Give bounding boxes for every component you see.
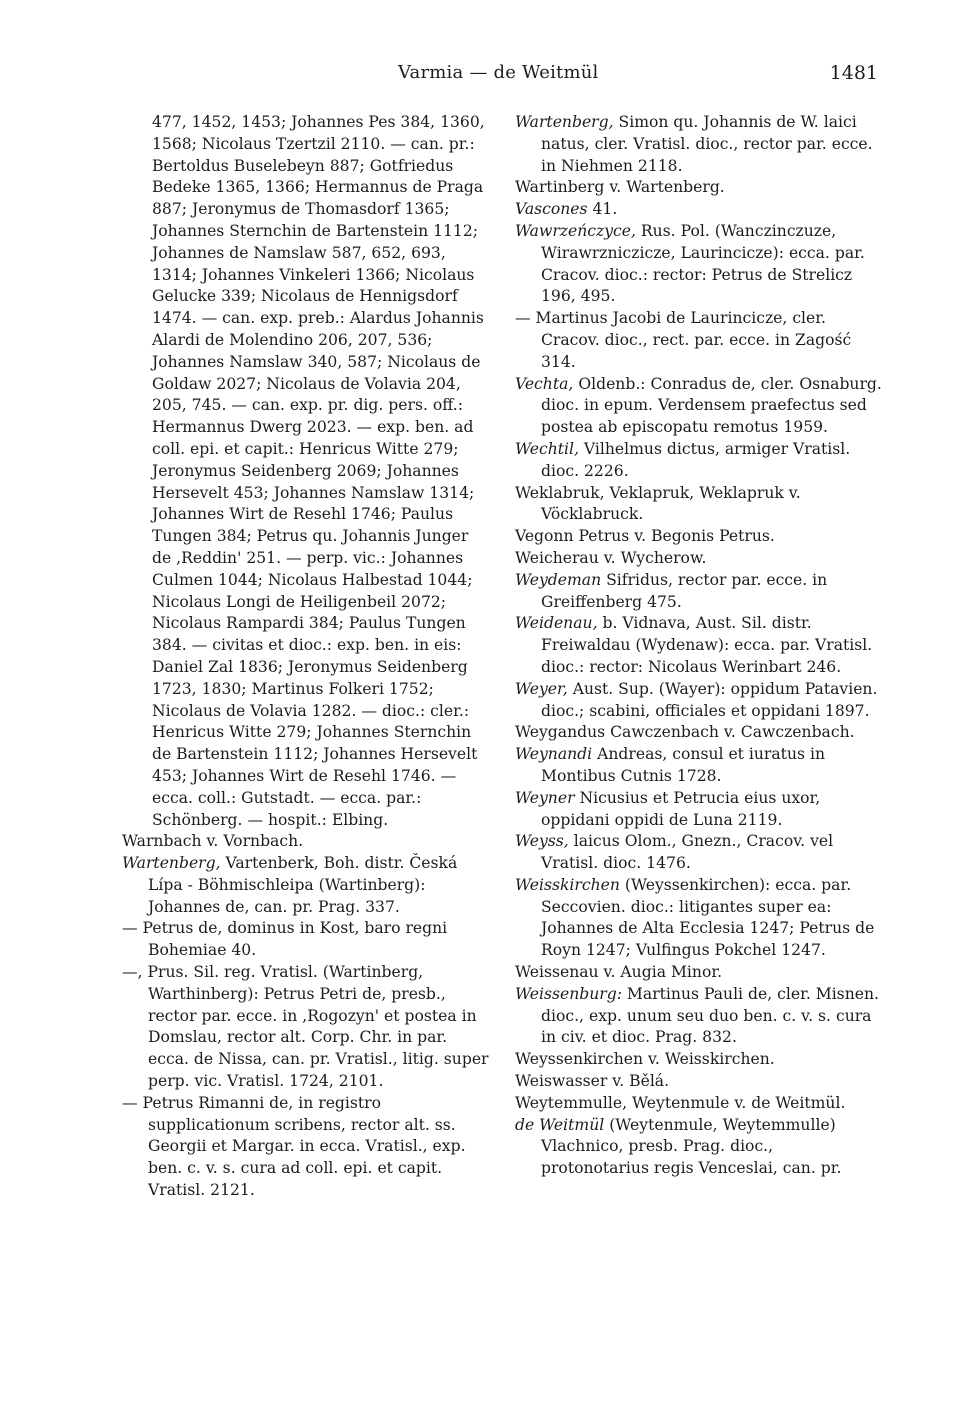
entry: Weiswasser v. Bělá. [515,1072,670,1091]
entry-headword: Vascones [515,200,588,219]
entry: Weyssenkirchen v. Weisskirchen. [515,1050,775,1069]
entry: Weissenau v. Augia Minor. [515,963,723,982]
entry-headword: Weydeman [515,570,602,589]
entry: Weyer, Aust. Sup. (Wayer): oppidum Patavien. dioc.; scabini, officiales et oppidani 1897. [515,679,878,720]
entry-headword: Wartenberg, [122,854,221,873]
entry: Weyner Nicusius et Petrucia eius uxor, oppidani oppidi de Luna 2119. [515,788,821,829]
entry-headword: Weisskirchen [515,875,620,894]
entry-headword: Weidenau, [515,614,598,633]
entry: Wartinberg v. Wartenberg. [515,178,725,197]
right-column [515,112,885,1180]
entry: Wartenberg, Vartenberk, Boh. distr. Česká Lípa - Böhmischleipa (Wartinberg): Johannes de, can. pr. Prag. 337. [122,854,458,916]
entry-headword: Wawrzeńczyce, [515,221,636,240]
entry-headword: Weyss, [515,832,569,851]
running-head: Varmia — de Weitmül [398,62,599,83]
entry: Weytemmulle, Weytenmule v. de Weitmül. [515,1093,846,1112]
entry-headword: Weynandi [515,745,593,764]
entry: Weygandus Cawczenbach v. Cawczenbach. [515,723,855,742]
entry-headword: Wechtil, [515,439,579,458]
entry: Vascones 41. [515,200,618,219]
entry: Weklabruk, Veklapruk, Weklapruk v. Vöcklabruck. [515,483,801,524]
entry: Wartenberg, Simon qu. Johannis de W. laici natus, cler. Vratisl. dioc., rector par. ecce. in Niehmen 2118. [515,113,873,175]
entry: de Weitmül (Weytenmule, Weytemmulle) Vlachnico, presb. Prag. dioc., protonotarius regis Venceslai, can. pr. [515,1115,842,1178]
entry-headword: de Weitmül [515,1115,605,1134]
entry: Weidenau, b. Vidnava, Aust. Sil. distr. Freiwaldau (Wydenaw): ecca. par. Vratisl. dioc.: rector: Nicolaus Werinbart 246. [515,614,873,676]
entry: Weisskirchen (Weyssenkirchen): ecca. par. Seccovien. dioc.: litigantes super ea: Johannes de Alta Ecclesia 1247; Petrus de Royn 1247; Vulfingus Pokchel 1247. [515,875,875,960]
entry-headword: Weissenburg: [515,984,622,1003]
entry: Wawrzeńczyce, Rus. Pol. (Wanczinczuze, Wirawrzniczicze, Laurincicze): ecca. par. Cracov. dioc.: rector: Petrus de Strelicz 196, 495. [515,221,865,306]
entry: — Martinus Jacobi de Laurincicze, cler. Cracov. dioc., rect. par. ecce. in Zagość 314. [515,309,852,371]
entry-headword: Weyer, [515,679,568,698]
entry: Weynandi Andreas, consul et iuratus in Montibus Cutnis 1728. [515,745,825,785]
entry: Vechta, Oldenb.: Conradus de, cler. Osnaburg. dioc. in epum. Verdensem praefectus sed postea ab episcopatu remotus 1959. [515,374,882,437]
left-column [122,112,492,1202]
entry-headword: Vechta, [515,374,574,393]
entry: — Petrus Rimanni de, in registro supplicationum scribens, rector alt. ss. Georgii et Margar. in ecca. Vratisl., exp. ben. c. v. s. cura ad coll. epi. et capit. Vratisl. 2121. [122,1093,466,1200]
entry: Weyss, laicus Olom., Gnezn., Cracov. vel Vratisl. dioc. 1476. [515,832,834,873]
entry: Weydeman Sifridus, rector par. ecce. in Greiffenberg 475. [515,570,828,611]
entry: — Petrus de, dominus in Kost, baro regni Bohemiae 40. [122,919,448,960]
entry-headword: Wartenberg, [515,113,614,131]
entry: Wechtil, Vilhelmus dictus, armiger Vratisl. dioc. 2226. [515,439,851,480]
entry-headword: Weyner [515,788,575,807]
entry: Weicherau v. Wycherow. [515,548,707,567]
entry-continuation: 477, 1452, 1453; Johannes Pes 384, 1360, 1568; Nicolaus Tzertzil 2110. — can. pr.: Bertoldus Buselebeyn 887; Gotfriedus Bedeke 1365, 1366; Hermannus de Praga 887; Jeronymus de Thomasdorf 1365; Johannes Sternchin de Bartenstein 1112; Johannes de Namslaw 587, 652, 693, 1314; Johannes Vinkeleri 1366; Nicolaus Gelucke 339; Nicolaus de Hennigsdorf 1474. — can. exp. preb.: Alardus Johannis Alardi de Molendino 206, 207, 536; Johannes Namslaw 340, 587; Nicolaus de Goldaw 2027; Nicolaus de Volavia 204, 205, 745. — can. exp. pr. dig. pers. off.: Hermannus Dwerg 2023. — exp. ben. ad coll. epi. et capit.: Henricus Witte 279; Jeronymus Seidenberg 2069; Johannes Hersevelt 453; Johannes Namslaw 1314; Johannes Wirt de Resehl 1746; Paulus Tungen 384; Petrus qu. Johannis Junger de ,Reddin' 251. — perp. vic.: Johannes Culmen 1044; Nicolaus Halbestad 1044; Nicolaus Longi de Heiligenbeil 2072; Nicolaus Rampardi 384; Paulus Tungen 384. — civitas et dioc.: exp. ben. in eis: Daniel Zal 1836; Jeronymus Seidenberg 1723, 1830; Martinus Folkeri 1752; Nicolaus de Volavia 1282. — dioc.: cler.: Henricus Witte 279; Johannes Sternchin de Bartenstein 1112; Johannes Hersevelt 453; Johannes Wirt de Resehl 1746. — ecca. coll.: Gutstadt. — ecca. par.: Schönberg. — hospit.: Elbing. [152,113,485,829]
page-number: 1481 [829,62,878,84]
entry: —, Prus. Sil. reg. Vratisl. (Wartinberg, Warthinberg): Petrus Petri de, presb., rector par. ecce. in ,Rogozyn' et postea in Domslau, rector alt. Corp. Chr. in par. ecca. de Nissa, can. pr. Vratisl., litig. super perp. vic. Vratisl. 1724, 2101. [122,963,489,1091]
entry: Weissenburg: Martinus Pauli de, cler. Misnen. dioc., exp. unum seu duo ben. c. v. s. cura in civ. et dioc. Prag. 832. [515,984,879,1047]
entry: Vegonn Petrus v. Begonis Petrus. [515,527,775,546]
entry: Warnbach v. Vornbach. [122,832,304,851]
